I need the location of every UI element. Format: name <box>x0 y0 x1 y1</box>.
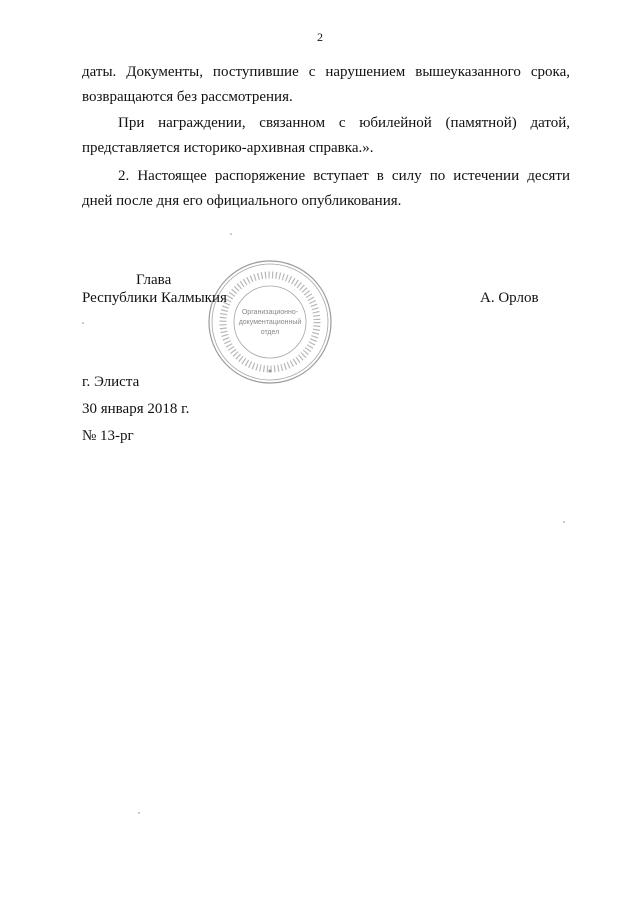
signatory-name: А. Орлов <box>480 290 539 306</box>
paragraph-document-deadline <box>82 60 570 110</box>
seal-center-text-2: документационный <box>238 319 302 326</box>
paragraph-line: дней после дня его официального опубликования. <box>82 193 402 209</box>
signatory-title-line2: Республики Калмыкия <box>82 290 227 306</box>
paragraph-entry-into-force <box>82 164 570 214</box>
paragraph-line: При награждении, связанном с юбилейной (памятной) датой, <box>118 115 570 131</box>
issue-city: г. Элиста <box>82 374 140 390</box>
seal-center-text-3: отдел <box>260 329 280 336</box>
paragraph-line: возвращаются без рассмотрения. <box>82 89 293 105</box>
seal-graphic <box>206 258 334 386</box>
scan-speck <box>230 233 232 235</box>
scan-speck <box>82 322 84 324</box>
paragraph-line: 2. Настоящее распоряжение вступает в силу по истечении десяти <box>118 168 570 184</box>
seal-star-icon <box>269 370 272 373</box>
issue-date: 30 января 2018 г. <box>82 401 190 417</box>
paragraph-line: даты. Документы, поступившие с нарушением вышеуказанного срока, <box>82 64 570 80</box>
seal-center-text-1: Организационно- <box>241 309 299 316</box>
page-number: 2 <box>317 30 323 44</box>
document-number: № 13-рг <box>82 428 134 444</box>
official-seal <box>206 258 334 386</box>
signatory-title-line1: Глава <box>136 272 172 288</box>
scan-speck <box>563 521 565 523</box>
paragraph-line: представляется историко-архивная справка.». <box>82 140 374 156</box>
scan-speck <box>138 812 140 814</box>
paragraph-anniversary-award <box>82 111 570 161</box>
